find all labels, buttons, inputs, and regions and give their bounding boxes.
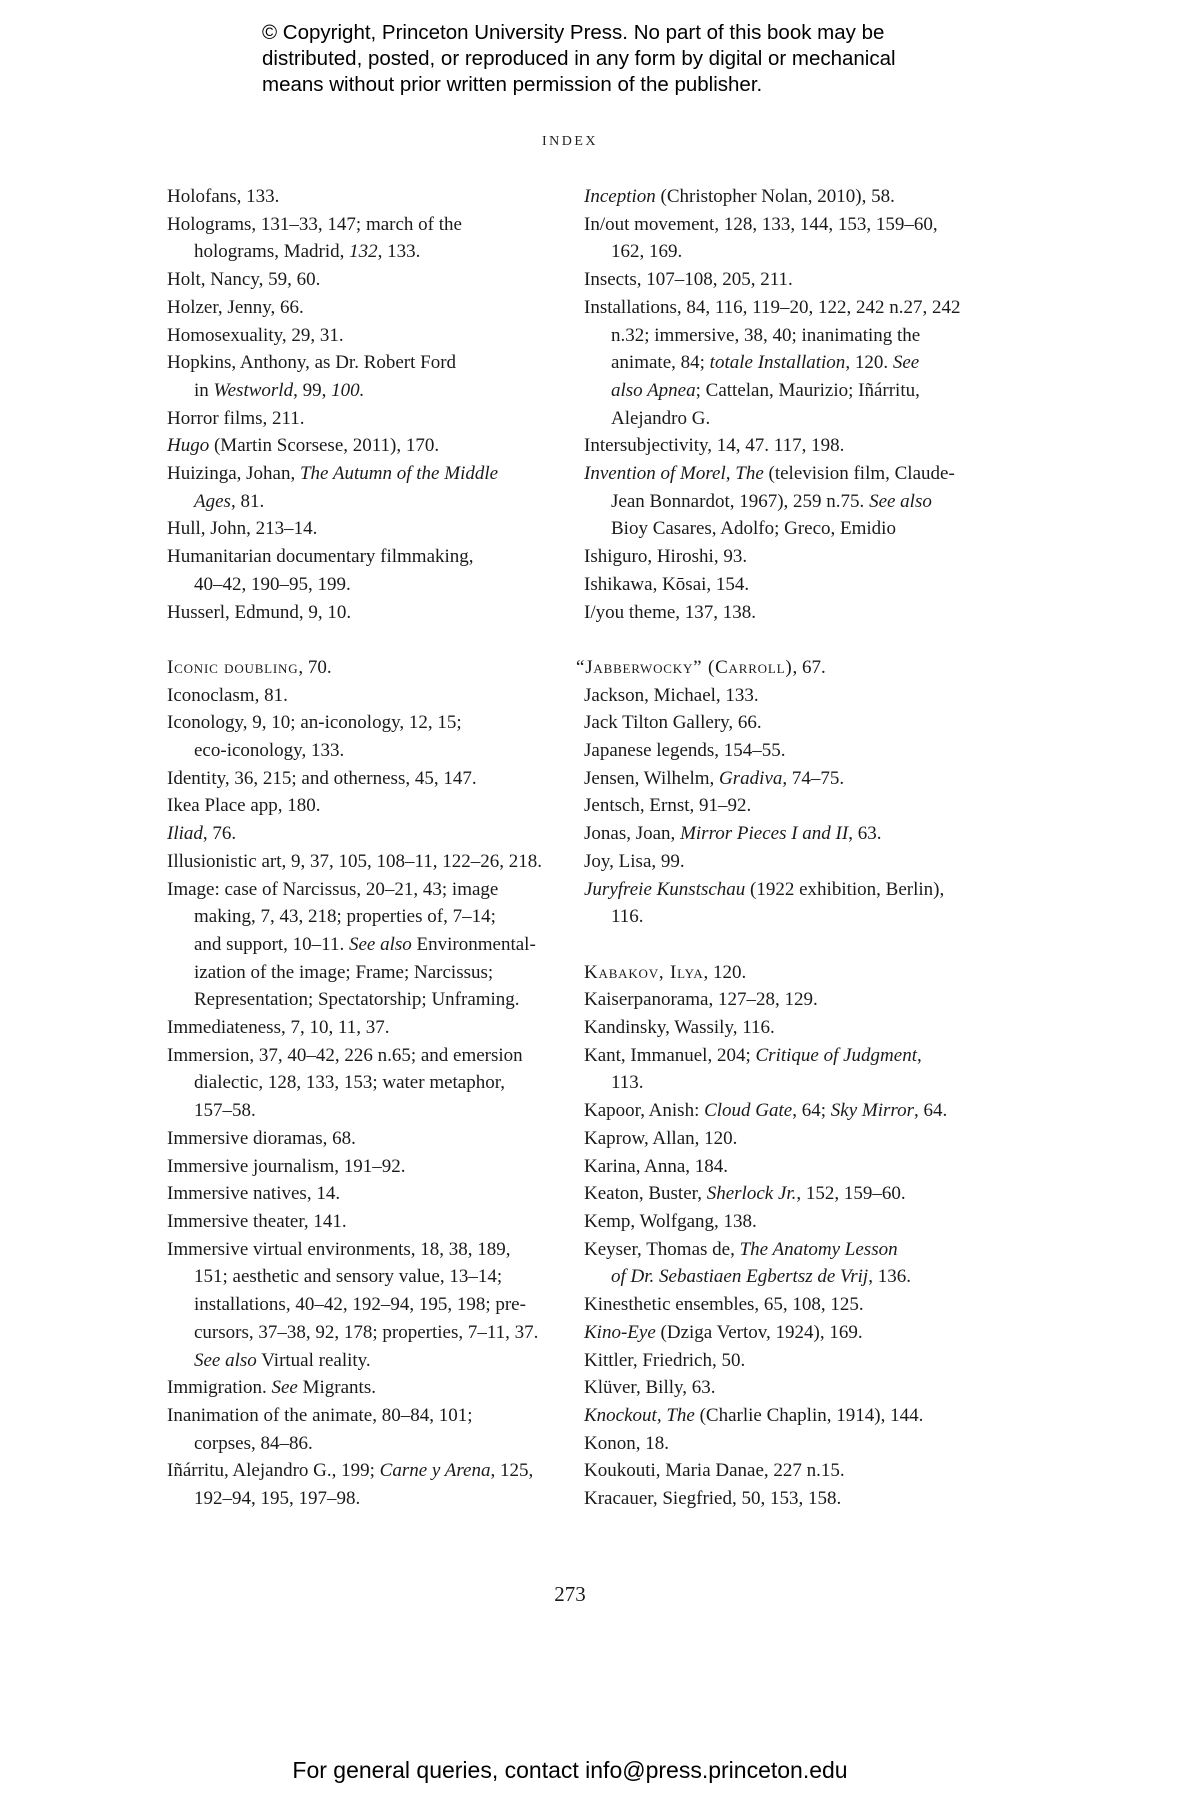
index-entry: Joy, Lisa, 99. xyxy=(584,850,685,872)
index-entry: Jentsch, Ernst, 91–92. xyxy=(584,795,752,817)
index-entry: Jonas, Joan, Mirror Pieces I and II, 63. xyxy=(584,823,882,845)
section-gap xyxy=(584,931,996,959)
index-entry: Kaprow, Allan, 120. xyxy=(584,1127,738,1149)
copyright-line: distributed, posted, or reproduced in any form by digital or mechanical xyxy=(262,47,896,70)
index-entry: Illusionistic art, 9, 37, 105, 108–11, 122–26, 218. xyxy=(167,850,543,872)
index-entry: Immersive journalism, 191–92. xyxy=(167,1155,406,1177)
footer-contact: For general queries, contact info@press.princeton.edu xyxy=(292,1757,848,1783)
section-gap xyxy=(584,626,996,654)
index-entry: Holzer, Jenny, 66. xyxy=(167,296,304,318)
index-entry: Insects, 107–108, 205, 211. xyxy=(584,269,793,291)
index-entry: Holograms, 131–33, 147; march of the holograms, Madrid, 132, 133. xyxy=(167,213,462,263)
index-entry: Immersive theater, 141. xyxy=(167,1211,347,1232)
index-entry: Intersubjectivity, 14, 47. 117, 198. xyxy=(584,435,845,457)
section-gap xyxy=(167,626,567,654)
index-entry: Japanese legends, 154–55. xyxy=(584,740,786,762)
index-entry: Kaiserpanorama, 127–28, 129. xyxy=(584,989,818,1011)
index-entry: Hull, John, 213–14. xyxy=(167,518,318,540)
index-entry: Immersive dioramas, 68. xyxy=(167,1127,356,1149)
index-entry: Kinesthetic ensembles, 65, 108, 125. xyxy=(584,1294,864,1316)
index-entry: Jackson, Michael, 133. xyxy=(584,684,759,706)
index-entry: Invention of Morel, The (television film, Claude- Jean Bonnardot, 1967), 259 n.75. See also Bioy Casares, Adolfo; Greco, Emidio xyxy=(584,463,955,540)
index-entry: Immersion, 37, 40–42, 226 n.65; and emersion dialectic, 128, 133, 153; water metaphor, 157–58. xyxy=(167,1044,523,1122)
index-entry: In/out movement, 128, 133, 144, 153, 159–60, 162, 169. xyxy=(584,213,938,263)
running-head: INDEX xyxy=(541,134,599,149)
index-entry: Konon, 18. xyxy=(584,1432,669,1454)
index-entry: Karina, Anna, 184. xyxy=(584,1155,729,1177)
index-entry: Kapoor, Anish: Cloud Gate, 64; Sky Mirror, 64. xyxy=(584,1100,948,1122)
index-entry: I/you theme, 137, 138. xyxy=(584,601,757,623)
index-entry: Immigration. See Migrants. xyxy=(167,1377,376,1399)
index-entry: Immersive natives, 14. xyxy=(167,1183,341,1205)
index-column-left xyxy=(167,183,567,1513)
index-entry: Identity, 36, 215; and otherness, 45, 147. xyxy=(167,767,477,789)
index-column-right xyxy=(576,183,996,1513)
index-entry: Immediateness, 7, 10, 11, 37. xyxy=(167,1017,390,1039)
index-entry: Horror films, 211. xyxy=(167,407,305,429)
index-entry: Koukouti, Maria Danae, 227 n.15. xyxy=(584,1460,845,1482)
index-entry: Jack Tilton Gallery, 66. xyxy=(584,712,762,734)
index-entry: Inanimation of the animate, 80–84, 101; corpses, 84–86. xyxy=(167,1404,473,1454)
index-entry: Kracauer, Siegfried, 50, 153, 158. xyxy=(584,1488,842,1510)
index-entry: Keyser, Thomas de, The Anatomy Lesson of Dr. Sebastiaen Egbertsz de Vrij, 136. xyxy=(584,1238,911,1288)
index-entry: Kino-Eye (Dziga Vertov, 1924), 169. xyxy=(584,1321,863,1343)
index-entry: Iñárritu, Alejandro G., 199; Carne y Arena, 125, 192–94, 195, 197–98. xyxy=(167,1460,534,1510)
index-entry: Hugo (Martin Scorsese, 2011), 170. xyxy=(167,435,440,457)
index-entry: Installations, 84, 116, 119–20, 122, 242 n.27, 242 n.32; immersive, 38, 40; inanimating the animate, 84; totale Installation, 120. See also Apnea; Cattelan, Maurizio; Iñárritu, Alejandro G. xyxy=(584,296,961,429)
index-entry: Holofans, 133. xyxy=(167,186,280,207)
copyright-line: © Copyright, Princeton University Press. No part of this book may be xyxy=(262,21,885,44)
page-number: 273 xyxy=(554,1582,586,1606)
index-entry: Holt, Nancy, 59, 60. xyxy=(167,269,321,291)
index-entry: Humanitarian documentary filmmaking, 40–42, 190–95, 199. xyxy=(167,546,474,595)
index-entry: Inception (Christopher Nolan, 2010), 58. xyxy=(584,186,895,207)
index-entry: Juryfreie Kunstschau (1922 exhibition, Berlin), 116. xyxy=(584,878,945,928)
index-entry: Knockout, The (Charlie Chaplin, 1914), 144. xyxy=(584,1404,924,1426)
index-entry: Iconoclasm, 81. xyxy=(167,684,288,706)
index-entry: Homosexuality, 29, 31. xyxy=(167,324,344,346)
index-entry: Kabakov, Ilya, 120. xyxy=(584,961,747,983)
index-entry: Iconology, 9, 10; an-iconology, 12, 15; eco-iconology, 133. xyxy=(167,712,462,762)
index-entry: Klüver, Billy, 63. xyxy=(584,1377,716,1399)
index-entry: Kandinsky, Wassily, 116. xyxy=(584,1017,775,1039)
index-entry: Iliad, 76. xyxy=(167,823,237,845)
index-entry: Kant, Immanuel, 204; Critique of Judgment, 113. xyxy=(584,1044,922,1094)
index-entry: Ishikawa, Kōsai, 154. xyxy=(584,573,750,595)
index-entry: Kemp, Wolfgang, 138. xyxy=(584,1210,757,1232)
index-entry: Keaton, Buster, Sherlock Jr., 152, 159–60. xyxy=(584,1183,906,1205)
index-entry: Husserl, Edmund, 9, 10. xyxy=(167,601,352,623)
index-entry: Huizinga, Johan, The Autumn of the Middle Ages, 81. xyxy=(167,463,499,512)
index-entry: “Jabberwocky” (Carroll), 67. xyxy=(576,656,826,678)
index-entry: Hopkins, Anthony, as Dr. Robert Ford in Westworld, 99, 100. xyxy=(167,352,457,401)
index-entry: Iconic doubling, 70. xyxy=(167,656,332,678)
index-entry: Image: case of Narcissus, 20–21, 43; image making, 7, 43, 218; properties of, 7–14; and support, 10–11. See also Environmental- ization of the image; Frame; Narcissus; Representation; Spectatorship; Unframing. xyxy=(167,878,536,1011)
index-entry: Jensen, Wilhelm, Gradiva, 74–75. xyxy=(584,767,845,789)
index-entry: Kittler, Friedrich, 50. xyxy=(584,1349,746,1371)
index-entry: Immersive virtual environments, 18, 38, 189, 151; aesthetic and sensory value, 13–14; installations, 40–42, 192–94, 195, 198; pre- cursors, 37–38, 92, 178; properties, 7–11, 37. See also Virtual reality. xyxy=(167,1238,539,1371)
index-entry: Ikea Place app, 180. xyxy=(167,795,321,817)
copyright-line: means without prior written permission of the publisher. xyxy=(262,73,763,96)
index-entry: Ishiguro, Hiroshi, 93. xyxy=(584,546,748,568)
copyright-notice xyxy=(262,20,962,98)
